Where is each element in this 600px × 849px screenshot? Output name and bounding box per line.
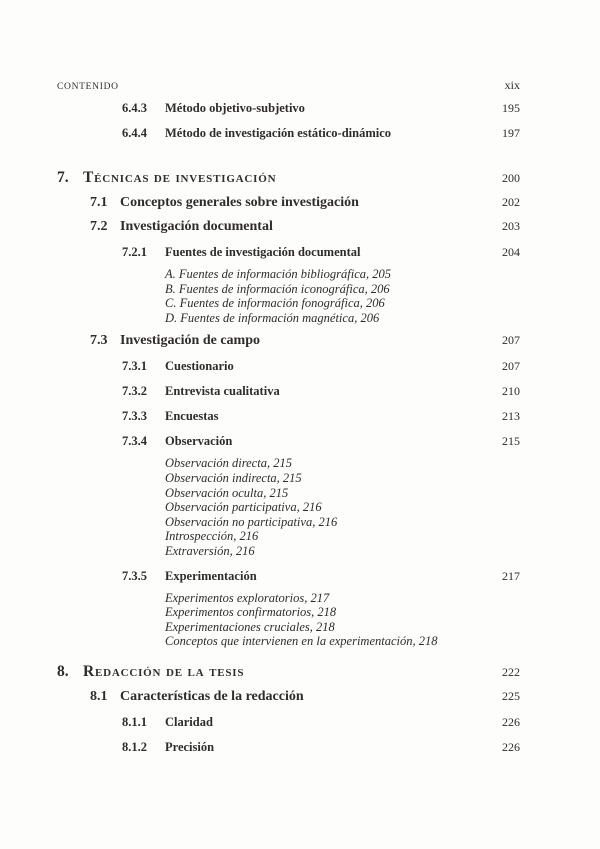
- entry-page: 202: [502, 195, 520, 209]
- entry-number: 7.3.5: [122, 568, 147, 583]
- toc-detail-group: [165, 456, 520, 558]
- entry-title: Cuestionario: [165, 359, 234, 374]
- entry-title: Conceptos generales sobre investigación: [120, 195, 359, 210]
- running-header: [57, 78, 520, 91]
- entry-number: 7.1: [90, 195, 108, 210]
- entry-title: Investigación documental: [120, 219, 273, 234]
- entry-title: Observación: [165, 434, 233, 449]
- entry-number: 8.1.2: [122, 739, 147, 754]
- toc-detail-line: Experimentos confirmatorios, 218: [165, 605, 337, 620]
- entry-title: Redacción de la tesis: [83, 662, 245, 680]
- toc-entry: [122, 740, 520, 755]
- entry-title: Investigación de campo: [120, 333, 260, 349]
- entry-page: 226: [502, 714, 520, 729]
- entry-title: Precisión: [165, 739, 215, 754]
- entry-title: Encuestas: [165, 409, 219, 424]
- toc-entry: [122, 126, 520, 141]
- toc-detail-line: B. Fuentes de información iconográfica, 206: [165, 281, 390, 296]
- entry-title: Fuentes de investigación documental: [165, 245, 361, 259]
- toc-detail-line: Observación no participativa, 216: [165, 514, 338, 529]
- toc-entry: [57, 663, 520, 681]
- entry-page: 215: [502, 434, 520, 449]
- toc-list: [57, 101, 520, 755]
- entry-number: 7.3: [90, 333, 108, 349]
- entry-page: 197: [502, 126, 520, 140]
- toc-entry: [122, 409, 520, 424]
- entry-title: Experimentación: [165, 568, 257, 583]
- entry-title: Método de investigación estático-dinámico: [165, 126, 392, 140]
- toc-entry: [90, 689, 520, 705]
- entry-page: 195: [502, 101, 520, 115]
- page-number-roman: xix: [504, 78, 520, 92]
- entry-title: Método objetivo-subjetivo: [165, 101, 305, 115]
- entry-number: 7.2: [90, 219, 108, 234]
- entry-number: 8.1.1: [122, 714, 147, 729]
- toc-detail-line: D. Fuentes de información magnética, 206: [165, 310, 380, 325]
- toc-detail-line: Introspección, 216: [165, 529, 259, 544]
- entry-title: Características de la redacción: [120, 688, 304, 704]
- entry-page: 222: [502, 664, 520, 679]
- toc-entry: [90, 333, 520, 349]
- entry-page: 207: [502, 333, 520, 348]
- entry-number: 7.2.1: [122, 245, 147, 259]
- entry-page: 203: [502, 219, 520, 233]
- running-header-title: CONTENIDO: [57, 82, 119, 92]
- entry-number: 8.: [57, 662, 69, 680]
- entry-number: 6.4.3: [122, 101, 147, 115]
- toc-detail-group: [165, 267, 520, 325]
- toc-detail-line: Conceptos que intervienen en la experimentación, 218: [165, 634, 438, 649]
- entry-title: Técnicas de investigación: [83, 169, 277, 186]
- toc-detail-line: Observación indirecta, 215: [165, 470, 302, 485]
- toc-entry: [122, 569, 520, 584]
- toc-entry: [57, 169, 520, 187]
- entry-title: Claridad: [165, 714, 213, 729]
- toc-entry: [90, 195, 520, 211]
- entry-page: 217: [502, 568, 520, 583]
- toc-detail-line: Extraversión, 216: [165, 543, 255, 558]
- toc-entry: [122, 245, 520, 260]
- entry-number: 7.3.4: [122, 434, 147, 449]
- toc-detail-line: Experimentaciones cruciales, 218: [165, 619, 335, 634]
- toc-entry: [122, 715, 520, 730]
- toc-detail-line: Observación directa, 215: [165, 456, 292, 471]
- entry-number: 6.4.4: [122, 126, 147, 140]
- toc-detail-line: Observación participativa, 216: [165, 500, 322, 515]
- entry-number: 8.1: [90, 688, 108, 704]
- entry-number: 7.3.1: [122, 359, 147, 374]
- toc-detail-line: Observación oculta, 215: [165, 485, 289, 500]
- toc-entry: [90, 219, 520, 235]
- entry-page: 204: [502, 245, 520, 259]
- toc-detail-group: [165, 591, 520, 649]
- toc-entry: [122, 101, 520, 116]
- toc-detail-line: A. Fuentes de información bibliográfica, 205: [165, 267, 392, 281]
- entry-page: 225: [502, 688, 520, 703]
- entry-number: 7.: [57, 169, 69, 186]
- entry-title: Entrevista cualitativa: [165, 384, 280, 399]
- entry-number: 7.3.3: [122, 409, 147, 424]
- toc-entry: [122, 434, 520, 449]
- entry-page: 200: [502, 171, 520, 185]
- entry-page: 213: [502, 409, 520, 424]
- entry-page: 210: [502, 384, 520, 399]
- entry-page: 226: [502, 739, 520, 754]
- entry-page: 207: [502, 359, 520, 374]
- entry-number: 7.3.2: [122, 384, 147, 399]
- toc-entry: [122, 359, 520, 374]
- toc-detail-line: Experimentos exploratorios, 217: [165, 590, 330, 605]
- toc-entry: [122, 384, 520, 399]
- toc-detail-line: C. Fuentes de información fonográfica, 206: [165, 296, 385, 311]
